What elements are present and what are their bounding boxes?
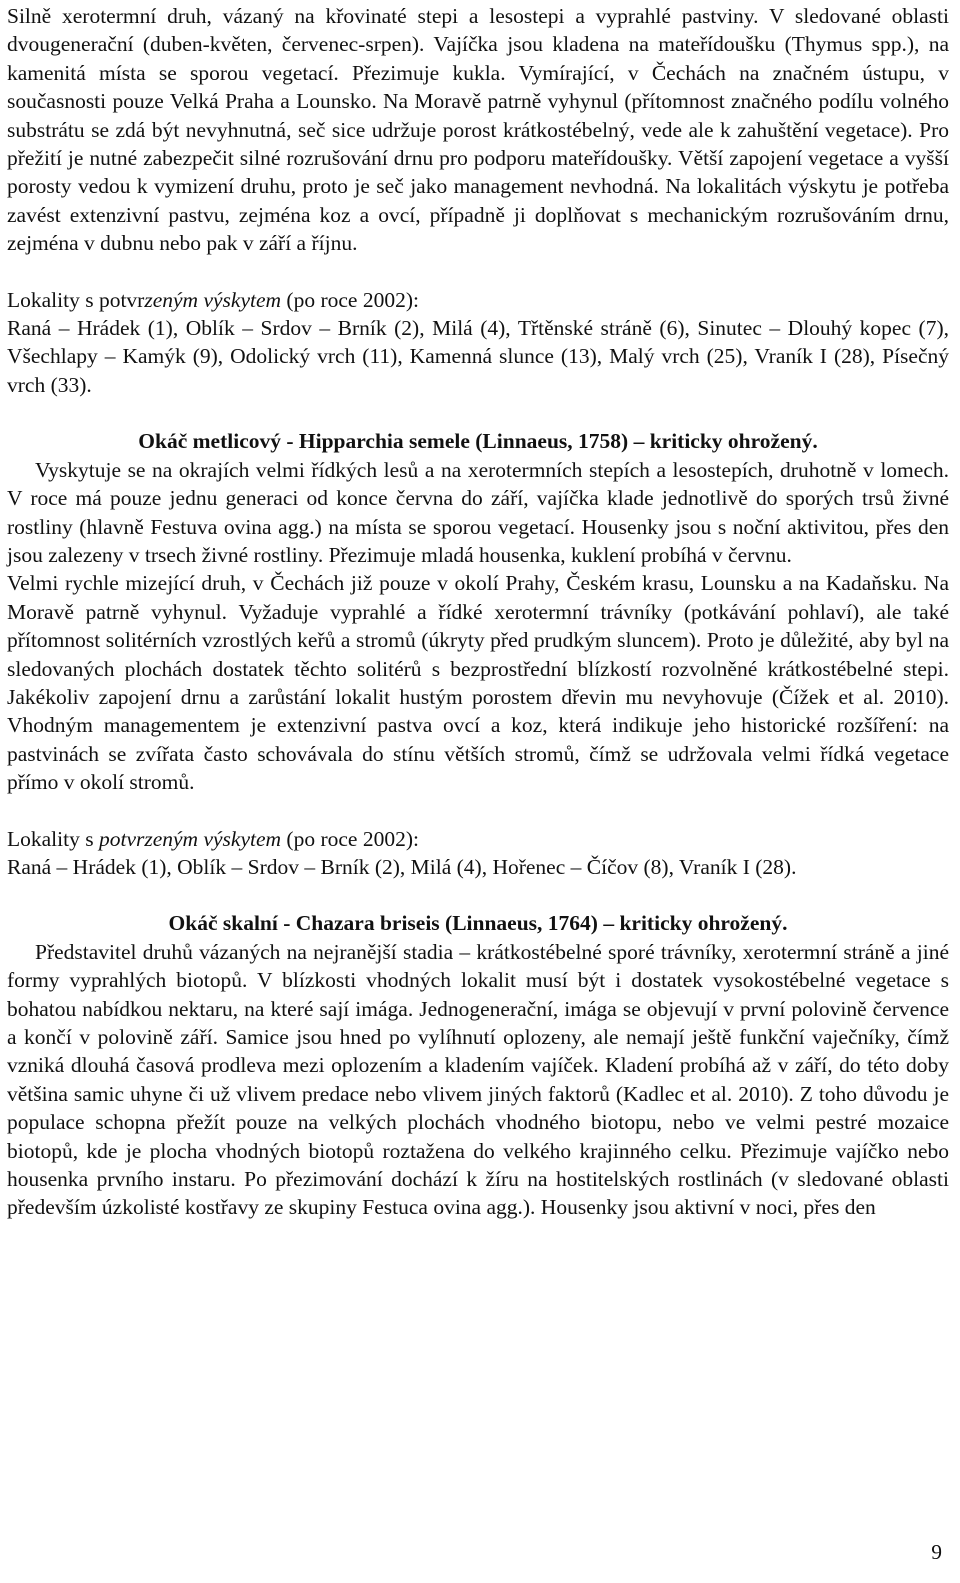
- localities-label: [7, 825, 949, 853]
- paragraph-hipparchia-biology: Vyskytuje se na okrajích velmi řídkých lesů a na xerotermních stepích a lesostepích, druhotně v lomech. V roce má pouze jednu generaci od konce června do září, vajíčka klade jednotlivě do sporých trsů živné rostliny (hlavně Festuva ovina agg.) na místa se sporou vegetací. Housenky jsou s noční aktivitou, přes den jsou zalezeny v trsech živné rostliny. Přezimuje mladá housenka, kuklení probíhá v červnu.: [7, 457, 949, 567]
- document-page: [7, 0, 949, 1222]
- paragraph-habitat-intro: Silně xerotermní druh, vázaný na křovinaté stepi a lesostepi a vyprahlé pastviny. V sledované oblasti dvougenerační (duben-květen, červenec-srpen). Vajíčka jsou kladena na mateřídoušku (Thymus spp.), na kamenitá místa se sporou vegetací. Přezimuje kukla. Vymírající, v Čechách na značném ústupu, v současnosti pouze Velká Praha a Lounsko. Na Moravě patrně vyhynul (přítomnost značného podílu volného substrátu se zdá být nevyhnutná, seč sice udržuje porost krátkostébelný, vede ale k zahuštění vegetace). Pro přežití je nutné zabezpečit silné rozrušování drnu pro podporu mateřídoušky. Větší zapojení vegetace a vyšší porosty vedou k vymizení druhu, proto je seč jako management nevhodná. Na lokalitách výskytu je potřeba zavést extenzivní pastvu, zejména koz a ovcí, případně ji doplňovat s mechanickým rozrušováním drnu, zejména v dubnu nebo pak v září a říjnu.: [7, 4, 949, 256]
- paragraph-chazara-biology: Představitel druhů vázaných na nejranější stadia – krátkostébelné sporé trávníky, xerotermní stráně a jiné formy vyprahlých biotopů. V blízkosti vhodných lokalit musí být i dostatek vysokostébelné vegetace s bohatou nabídkou nektaru, na které sají imága. Jednogenerační, imága se objevují v první polovině července a končí v polovině září. Samice jsou hned po vylíhnutí oplozeny, ale nemají ještě funkční vaječníky, čímž vzniká dlouhá časová prodleva mezi oplozením a kladením vajíček. Kladení probíhá až v září, do této doby většina samic uhyne či už vlivem predace nebo vlivem jiných faktorů (Kadlec et al. 2010). Z toho důvodu je populace schopna přežít pouze na velkých plochách vhodného biotopu, nebo ve velmi pestré mozaice biotopů, kde je plocha vhodných biotopů roztažena do velkého krajinného celku. Přezimuje vajíčko nebo housenka prvního instaru. Po přezimování dochází k žíru na hostitelských rostlinách (v sledované oblasti především úzkolisté kostřavy ze skupiny Festuca ovina agg.). Housenky jsou aktivní v noci, přes den: [7, 939, 949, 1220]
- localities-label-italic: potvrzeným výskytem: [98, 826, 282, 851]
- localities-label-prefix: Lokality s: [7, 826, 99, 851]
- localities-label-prefix: Lokality s potvr: [7, 287, 145, 312]
- spacer: [7, 881, 949, 909]
- localities-label-suffix: (po roce 2002):: [281, 826, 419, 851]
- localities-label-italic: zeným výskytem: [144, 287, 282, 312]
- species-heading-chazara: Okáč skalní - Chazara briseis (Linnaeus, 1764) – kriticky ohrožený.: [168, 911, 788, 936]
- spacer: [7, 258, 949, 286]
- page-number: 9: [931, 1540, 942, 1564]
- spacer: [7, 399, 949, 427]
- localities-list: Raná – Hrádek (1), Oblík – Srdov – Brník (2), Milá (4), Hořenec – Číčov (8), Vraník I (28).: [7, 854, 797, 879]
- localities-label-suffix: (po roce 2002):: [281, 287, 419, 312]
- localities-label: [7, 286, 949, 314]
- spacer: [7, 797, 949, 825]
- species-heading-hipparchia: Okáč metlicový - Hipparchia semele (Linnaeus, 1758) – kriticky ohrožený.: [138, 429, 818, 454]
- localities-list: Raná – Hrádek (1), Oblík – Srdov – Brník (2), Milá (4), Třtěnské stráně (6), Sinutec – Dlouhý kopec (7), Všechlapy – Kamýk (9), Odolický vrch (11), Kamenná slunce (13), Malý vrch (25), Vraník I (28), Písečný vrch (33).: [7, 316, 949, 397]
- paragraph-hipparchia-status: Velmi rychle mizející druh, v Čechách již pouze v okolí Prahy, Českém krasu, Lounsku a na Kadaňsku. Na Moravě patrně vyhynul. Vyžaduje vyprahlé a řídké xerotermní trávníky (potkávání pohlaví), ale také přítomnost solitérních vzrostlých keřů a stromů (úkryty před prudkým sluncem). Proto je důležité, aby byl na sledovaných plochách dostatek těchto solitérů s bezprostřední blízkostí rozvolněné krátkostébelné stepi. Jakékoliv zapojení drnu a zarůstání lokalit hustým porostem dřevin mu nevyhovuje (Čížek et al. 2010). Vhodným managementem je extenzivní pastva ovcí a koz, která indikuje jeho historické rozšíření: na pastvinách se zvířata často schovávala do stínu větších stromů, čímž se udržovala velmi řídká vegetace přímo v okolí stromů.: [7, 571, 949, 795]
